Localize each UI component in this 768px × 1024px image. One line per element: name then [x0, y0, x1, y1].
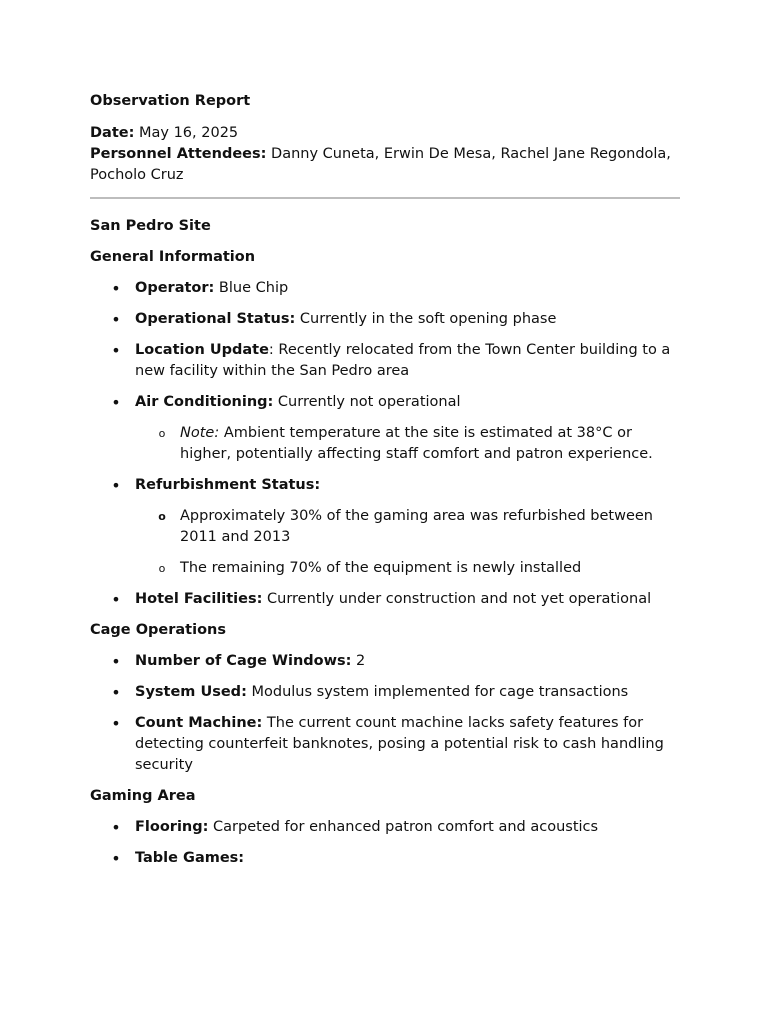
item-value: Carpeted for enhanced patron comfort and acoustics — [208, 819, 599, 835]
item-value: The current count machine lacks safety features for detecting counterfeit banknotes, posing a potential risk to cash handling security — [135, 715, 664, 773]
ac-sublist — [135, 423, 680, 465]
list-item-refurbishment-status — [90, 475, 680, 579]
sub-bullet-icon: o — [158, 562, 166, 575]
site-title: San Pedro Site — [90, 218, 211, 234]
document-body — [90, 91, 680, 879]
item-value: Currently in the soft opening phase — [295, 311, 557, 327]
bullet-icon: • — [111, 476, 121, 495]
sublist-item-text: Approximately 30% of the gaming area was refurbished between 2011 and 2013 — [180, 508, 653, 545]
date-value: May 16, 2025 — [134, 125, 239, 141]
list-item-operator — [90, 278, 680, 299]
item-label: Table Games: — [135, 850, 245, 866]
list-item-air-conditioning — [90, 392, 680, 465]
item-label: Operational Status: — [135, 311, 296, 327]
sublist-item-text: The remaining 70% of the equipment is newly installed — [180, 560, 582, 576]
attendees-label: Personnel Attendees: — [90, 146, 267, 162]
bullet-icon: • — [111, 590, 121, 609]
section-heading-general: General Information — [90, 249, 256, 265]
item-label: Count Machine: — [135, 715, 263, 731]
bullet-icon: • — [111, 849, 121, 868]
refurbishment-sublist — [135, 506, 680, 579]
bullet-icon: • — [111, 818, 121, 837]
report-attendees — [90, 144, 680, 186]
sub-bullet-icon: o — [158, 427, 166, 440]
item-label: Air Conditioning: — [135, 394, 274, 410]
list-item-location-update — [90, 340, 680, 382]
bullet-icon: • — [111, 652, 121, 671]
bullet-icon: • — [111, 683, 121, 702]
date-label: Date: — [90, 125, 135, 141]
report-date — [90, 123, 680, 144]
bullet-icon: • — [111, 341, 121, 360]
section-heading-cage: Cage Operations — [90, 622, 226, 638]
general-info-list — [90, 278, 680, 610]
attendees-value: Danny Cuneta, Erwin De Mesa, Rachel Jane Regondola, Pocholo Cruz — [90, 146, 671, 183]
sub-bullet-icon: o — [158, 510, 166, 523]
sublist-item — [135, 558, 680, 579]
bullet-icon: • — [111, 393, 121, 412]
sublist-item-ac-note — [135, 423, 680, 465]
gaming-area-list — [90, 817, 680, 869]
report-title: Observation Report — [90, 93, 251, 109]
item-label: System Used: — [135, 684, 247, 700]
list-item-system-used — [90, 682, 680, 703]
bullet-icon: • — [111, 279, 121, 298]
sublist-item — [135, 506, 680, 548]
bullet-icon: • — [111, 714, 121, 733]
item-value: Currently under construction and not yet operational — [262, 591, 652, 607]
item-label: Location Update — [135, 342, 269, 358]
cage-operations-list — [90, 651, 680, 776]
section-heading-gaming: Gaming Area — [90, 788, 196, 804]
item-label: Hotel Facilities: — [135, 591, 263, 607]
note-label: Note: — [180, 425, 220, 441]
item-value: Blue Chip — [214, 280, 289, 296]
item-value: Modulus system implemented for cage transactions — [246, 684, 629, 700]
note-value: Ambient temperature at the site is estimated at 38°C or higher, potentially affecting staff comfort and patron experience. — [180, 425, 653, 462]
item-label: Flooring: — [135, 819, 209, 835]
item-value: Currently not operational — [273, 394, 461, 410]
item-value: 2 — [351, 653, 366, 669]
list-item-cage-windows — [90, 651, 680, 672]
item-label: Number of Cage Windows: — [135, 653, 352, 669]
item-value: : Recently relocated from the Town Center building to a new facility within the San Pedro area — [135, 342, 671, 379]
list-item-hotel-facilities — [90, 589, 680, 610]
item-label: Refurbishment Status: — [135, 477, 321, 493]
horizontal-divider — [90, 197, 680, 199]
bullet-icon: • — [111, 310, 121, 329]
list-item-table-games — [90, 848, 680, 869]
list-item-operational-status — [90, 309, 680, 330]
item-label: Operator: — [135, 280, 215, 296]
list-item-flooring — [90, 817, 680, 838]
list-item-count-machine — [90, 713, 680, 776]
